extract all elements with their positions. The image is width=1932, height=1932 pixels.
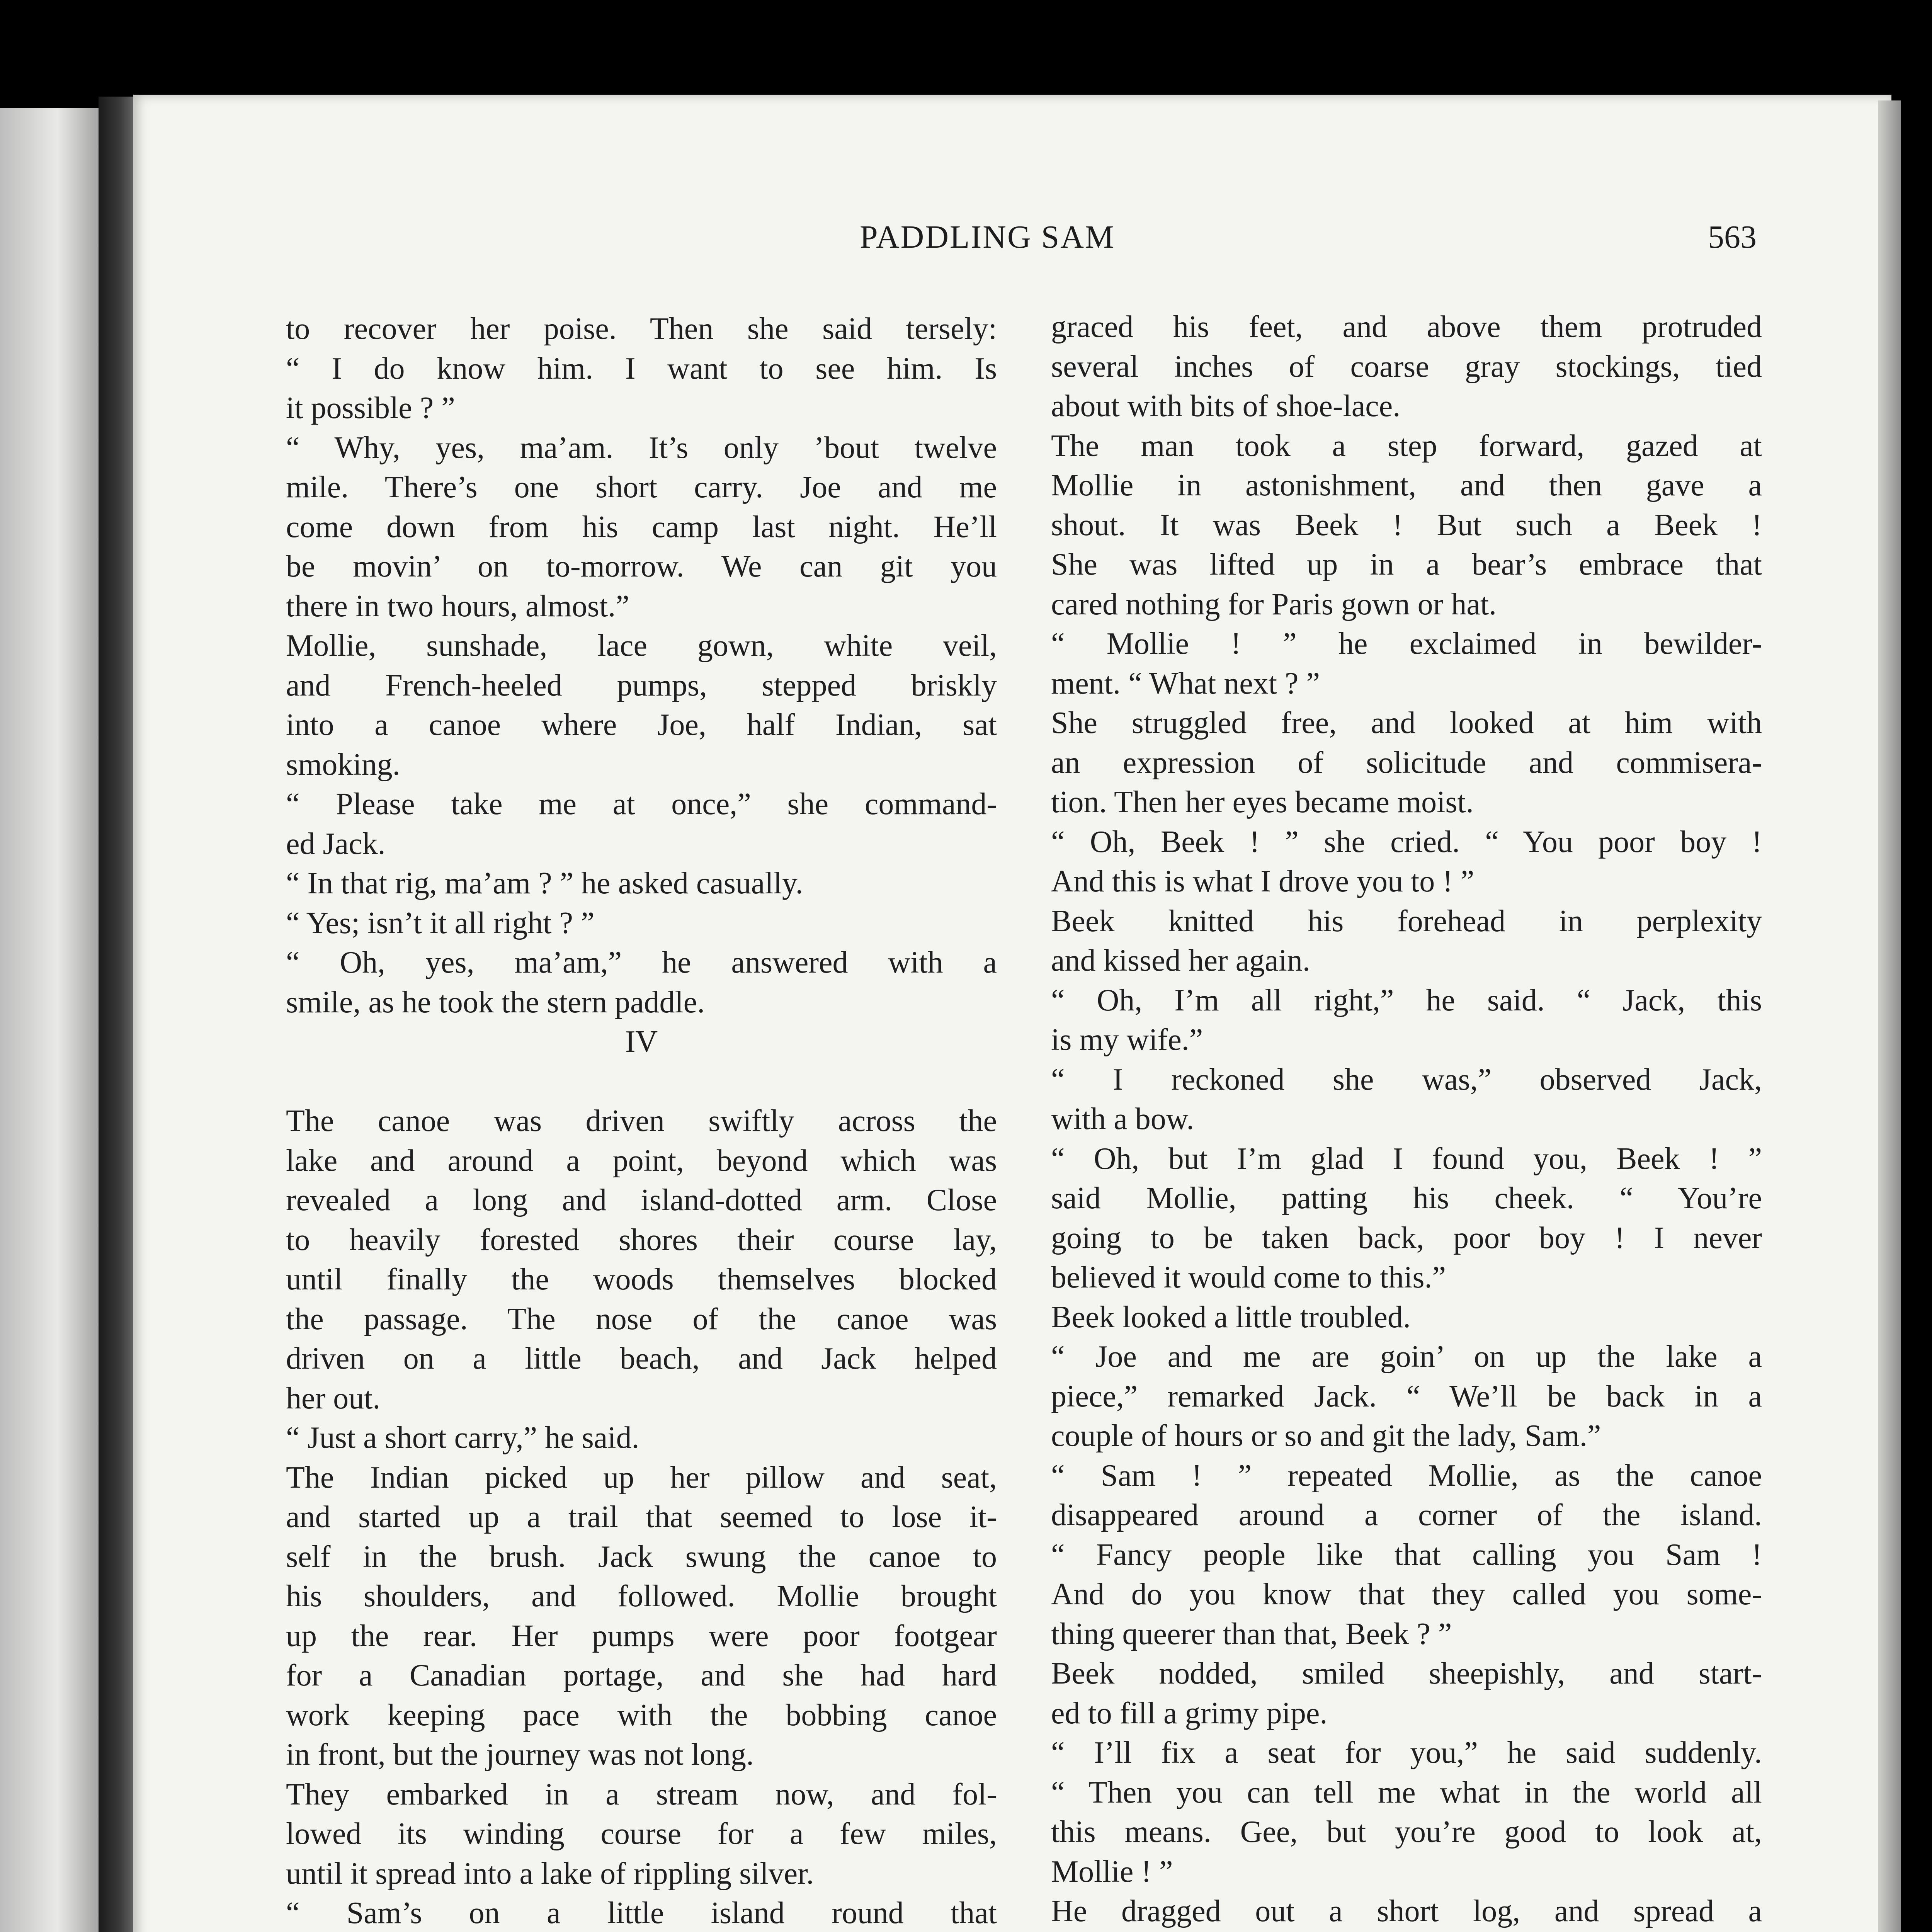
text-line: “ Oh, I’m all right,” he said. “ Jack, this [1051, 983, 1762, 1017]
text-line: be movin’ on to-morrow. We can git you [286, 549, 997, 583]
text-line: smoking. [286, 747, 400, 782]
text-line: graced his feet, and above them protruded [1051, 310, 1762, 344]
text-line: to recover her poise. Then she said tersely: [286, 312, 997, 346]
text-line: disappeared around a corner of the island. [1051, 1498, 1762, 1532]
text-line: “ Just a short carry,” he said. [286, 1421, 639, 1455]
text-line: several inches of coarse gray stockings, tied [1051, 349, 1762, 384]
text-line: She was lifted up in a bear’s embrace that [1051, 548, 1762, 582]
running-head: PADDLING SAM [860, 219, 1115, 255]
text-line: said Mollie, patting his cheek. “ You’re [1051, 1181, 1762, 1215]
text-line: They embarked in a stream now, and fol- [286, 1777, 997, 1811]
text-line: to heavily forested shores their course lay, [286, 1223, 997, 1257]
text-line: ment. “ What next ? ” [1051, 666, 1320, 701]
text-line: Mollie ! ” [1051, 1854, 1173, 1889]
text-line: revealed a long and island-dotted arm. Close [286, 1183, 997, 1217]
text-line: with a bow. [1051, 1102, 1194, 1136]
text-line: “ Mollie ! ” he exclaimed in bewilder- [1051, 627, 1762, 661]
right-text-column [1051, 307, 1762, 1932]
text-line: And do you know that they called you some- [1051, 1577, 1762, 1611]
text-line: his shoulders, and followed. Mollie brought [286, 1579, 997, 1613]
text-line: The Indian picked up her pillow and seat, [286, 1460, 997, 1495]
left-text-column [286, 309, 997, 1932]
text-line: tion. Then her eyes became moist. [1051, 785, 1474, 819]
text-line: “ Then you can tell me what in the world all [1051, 1775, 1762, 1810]
text-line: ed Jack. [286, 827, 386, 861]
text-line: lake and around a point, beyond which was [286, 1143, 997, 1178]
text-line: “ Oh, Beek ! ” she cried. “ You poor boy ! [1051, 825, 1762, 859]
text-line: come down from his camp last night. He’ll [286, 510, 997, 544]
text-line: for a Canadian portage, and she had hard [286, 1658, 997, 1692]
text-line: self in the brush. Jack swung the canoe to [286, 1539, 997, 1574]
page-number: 563 [1708, 219, 1757, 255]
text-line: “ Sam’s on a little island round that [286, 1896, 997, 1930]
text-line: The man took a step forward, gazed at [1051, 429, 1762, 463]
text-line: She struggled free, and looked at him with [1051, 706, 1762, 740]
text-line: and started up a trail that seemed to lose it- [286, 1500, 997, 1534]
text-line: “ I’ll fix a seat for you,” he said suddenly. [1051, 1736, 1762, 1770]
text-line: Beek knitted his forehead in perplexity [1051, 904, 1762, 938]
text-line: “ Sam ! ” repeated Mollie, as the canoe [1051, 1458, 1762, 1493]
text-line: “ Oh, but I’m glad I found you, Beek ! ” [1051, 1141, 1762, 1176]
text-line: “ I do know him. I want to see him. Is [286, 351, 997, 386]
text-line: “ Joe and me are goin’ on up the lake a [1051, 1340, 1762, 1374]
left-page-edge [0, 108, 104, 1932]
text-line: “ Why, yes, ma’am. It’s only ’bout twelve [286, 430, 997, 465]
text-line: into a canoe where Joe, half Indian, sat [286, 708, 997, 742]
text-line: and kissed her again. [1051, 944, 1310, 978]
text-line: “ Oh, yes, ma’am,” he answered with a [286, 946, 997, 980]
text-line: cared nothing for Paris gown or hat. [1051, 587, 1497, 621]
text-line: it possible ? ” [286, 391, 455, 425]
text-line: “ In that rig, ma’am ? ” he asked casually. [286, 866, 803, 900]
right-page-edge [1878, 100, 1901, 1932]
text-line: the passage. The nose of the canoe was [286, 1302, 997, 1336]
text-line: is my wife.” [1051, 1023, 1203, 1057]
text-line: this means. Gee, but you’re good to look at, [1051, 1815, 1762, 1849]
text-line: about with bits of shoe-lace. [1051, 389, 1401, 423]
text-line: ed to fill a grimy pipe. [1051, 1696, 1328, 1730]
text-line: The canoe was driven swiftly across the [286, 1104, 997, 1138]
text-line: thing queerer than that, Beek ? ” [1051, 1617, 1452, 1651]
text-line: and French-heeled pumps, stepped briskly [286, 668, 997, 702]
text-line: Beek nodded, smiled sheepishly, and start- [1051, 1656, 1762, 1690]
text-line: Mollie, sunshade, lace gown, white veil, [286, 629, 997, 663]
text-line: up the rear. Her pumps were poor footgear [286, 1619, 997, 1653]
text-line: until it spread into a lake of rippling silver. [286, 1856, 814, 1891]
text-line: “ Please take me at once,” she command- [286, 787, 997, 821]
text-line: couple of hours or so and git the lady, Sam.” [1051, 1419, 1601, 1453]
text-line: Beek looked a little troubled. [1051, 1300, 1411, 1334]
text-line: mile. There’s one short carry. Joe and me [286, 470, 997, 504]
text-line: until finally the woods themselves blocked [286, 1262, 997, 1296]
section-number: IV [625, 1025, 658, 1059]
text-line: there in two hours, almost.” [286, 589, 629, 623]
text-line: lowed its winding course for a few miles, [286, 1817, 997, 1851]
text-line: “ I reckoned she was,” observed Jack, [1051, 1062, 1762, 1097]
text-line: “ Yes; isn’t it all right ? ” [286, 906, 595, 940]
text-line: an expression of solicitude and commisera- [1051, 745, 1762, 780]
text-line: work keeping pace with the bobbing canoe [286, 1698, 997, 1732]
text-line: in front, but the journey was not long. [286, 1738, 754, 1772]
text-line: piece,” remarked Jack. “ We’ll be back in a [1051, 1379, 1762, 1413]
text-line: driven on a little beach, and Jack helped [286, 1342, 997, 1376]
blank-line [286, 1062, 997, 1102]
text-line: smile, as he took the stern paddle. [286, 985, 705, 1019]
text-line: He dragged out a short log, and spread a [1051, 1894, 1762, 1928]
text-line: And this is what I drove you to ! ” [1051, 864, 1475, 898]
text-line: Mollie in astonishment, and then gave a [1051, 468, 1762, 502]
text-line: her out. [286, 1381, 381, 1415]
text-line: shout. It was Beek ! But such a Beek ! [1051, 508, 1762, 542]
text-line: going to be taken back, poor boy ! I never [1051, 1221, 1762, 1255]
text-line: “ Fancy people like that calling you Sam ! [1051, 1537, 1762, 1572]
text-line: believed it would come to this.” [1051, 1260, 1446, 1294]
